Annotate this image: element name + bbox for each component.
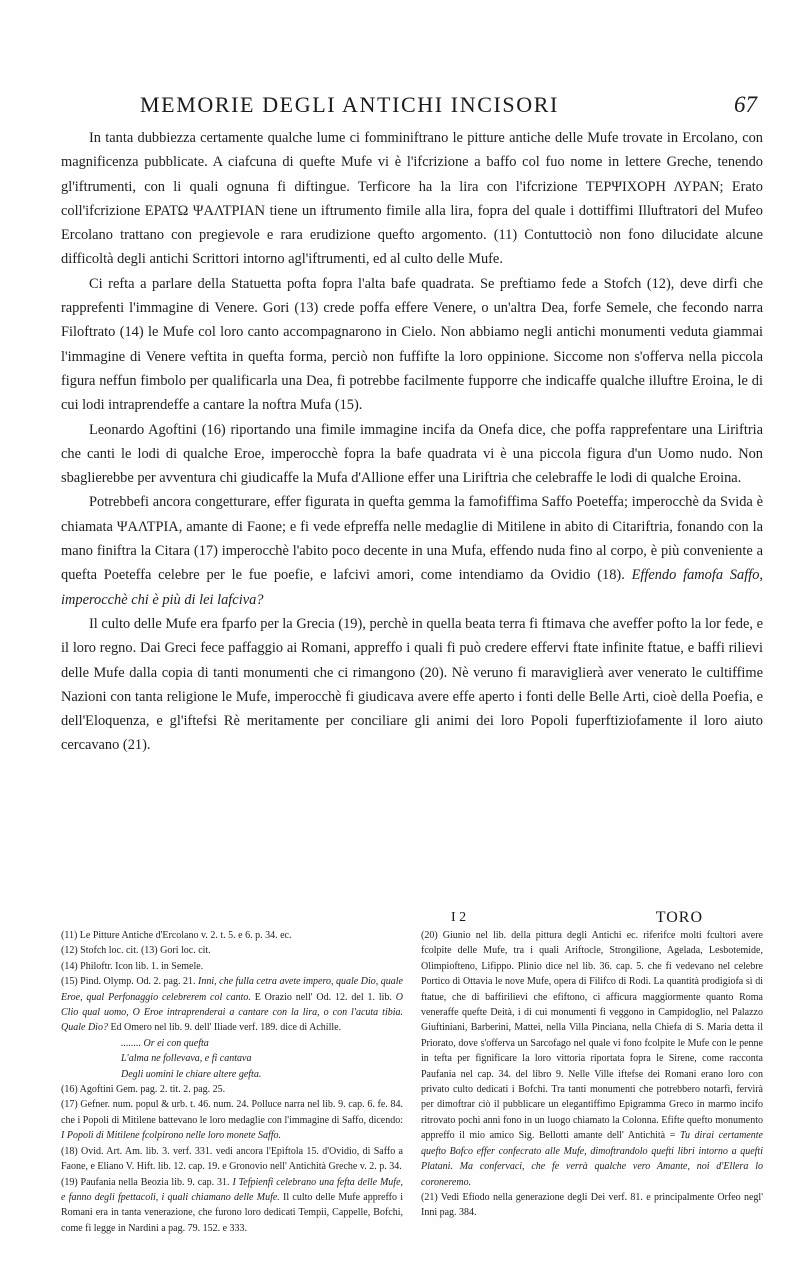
verse-line: Degli uomini le chiare altere gefta. [121, 1068, 262, 1080]
footnote [61, 1175, 403, 1237]
footnote-text: Ed Omero nel lib. 9. dell' Iliade verf. 189. dice di Achille. [107, 1022, 342, 1034]
footnote: (21) Vedi Efiodo nella generazione degli Dei verf. 81. e principalmente Orfeo negl' Inni pag. 384. [421, 1191, 763, 1219]
signature-line [61, 908, 763, 930]
catchword: TORO [655, 909, 703, 926]
verse-line: L'alma ne follevava, e fi cantava [121, 1053, 252, 1065]
footnotes-left-column [61, 928, 403, 1236]
paragraph: Ci refta a parlare della Statuetta pofta fopra l'alta bafe quadrata. Se preftiamo fede a Stofch (12), deve dirfi che rapprefenti l'immagine di Venere. Gori (13) crede poffa effere Venere, o un'altra Dea, forfe Semele, che fecondo narra Filoftrato (14) le Mufe col loro canto accompagnarono in Cielo. Non abbiamo negli antichi monumenti veduta giammai l'immagine di Venere veftita in quefta forma, perciò non fuffifte la loro oppinione. Siccome non s'offerva nella piccola figura neffun fimbolo per qualificarla una Dea, fi potrebbe facilmente fupporre che indicaffe qualche illuftre Eroina, le di cui lodi intraprendeffe a cantare la noftra Mufa (15). [61, 275, 763, 414]
ovid-quote: Effendo famofa Saffo, imperocchè chi è più di lei lafciva? [61, 567, 763, 608]
footnote-quote: Inni, che fulla cetra avete impero, quale Dio, quale Eroe, qual Perfonaggio celebrerem col canto. [61, 976, 403, 1003]
footnotes-right-column [421, 928, 763, 1236]
footnote-quote: I Popoli di Mitilene fcolpirono nelle loro monete Saffo. [61, 1130, 282, 1142]
signature-mark: I 2 [451, 910, 467, 925]
footnote-text: E Orazio nell' Od. 12. del 1. lib. [250, 991, 396, 1003]
footnote: (16) Agoftini Gem. pag. 2. tit. 2. pag. 25. [61, 1084, 226, 1096]
footnote-text: (15) Pind. Olymp. Od. 2. pag. 21. [61, 976, 199, 988]
running-title: MEMORIE DEGLI ANTICHI INCISORI [140, 92, 559, 117]
main-text [61, 126, 763, 758]
paragraph: In tanta dubbiezza certamente qualche lume ci fomminiftrano le pitture antiche delle Mufe trovate in Ercolano, con magnificenza pubblicate. A ciafcuna di quefte Mufe vi è l'ifcrizione a baffo col fuo nome in lettere Greche, tenendo gl'iftrumenti, con li quali ognuna fi diftingue. Terficore ha la lira con l'ifcrizione ΤΕΡΨΙΧΟΡΗ ΛΥΡΑΝ; Erato coll'ifcrizione ΕΡΑΤΩ ΨΑΛΤΡΙΑΝ tiene un iftrumento fimile alla lira, fopra del quale i dottiffimi Illuftratori del Mufeo Ercolano trattano con pregievole e rara erudizione quefto argomento. (11) Contuttociò non fono dilucidate alcune difficoltà degli antichi Scrittori intorno agl'iftrumenti, ed al culto delle Mufe. [61, 130, 763, 268]
footnote-quote: O Clio qual uomo, O Eroe intraprenderai a cantare con la lira, o con l'acuta tibia. Quale Dio? [61, 991, 403, 1034]
footnote-text: Il culto delle Mufe appreffo i Romani era in tanta venerazione, che furono loro dedicati Tempii, Cappelle, Bofchi, come fi legge in Nardini a pag. 79. 152. e 333. [61, 1191, 403, 1234]
footnote-quote: I Tefpienfi celebrano una fefta delle Mufe, e fanno degli fpettacoli, i quali chiamano delle Mufe. [61, 1176, 404, 1203]
paragraph: Il culto delle Mufe era fparfo per la Grecia (19), perchè in quella beata terra fi ftimava che aveffer pofto la lor fede, e il loro regno. Dai Greci fece paffaggio ai Romani, appreffo i quali fi può credere effervi ftate infinite ftatue, e baffi rilievi delle Mufe dalla copia di tanti monumenti che ci rimangono (20). Nè veruno fi maraviglierà aver venerato le cultiffime Nazioni con tanta religione le Mufe, imperocchè fi giudicava avere effe aperto i fonti delle Belle Arti, cioè della Poefia, e dell'Eloquenza, e gl'iftefsi Rè meritamente per conciliare gli animi dei loro Popoli fuperftiziofamente il loro aiuto cercavano (21). [61, 615, 763, 754]
footnote: (14) Philoftr. Icon lib. 1. in Semele. [61, 960, 204, 972]
footnote: (18) Ovid. Art. Am. lib. 3. verf. 331. vedi ancora l'Epiftola 15. d'Ovidio, di Saffo a Faone, e Eliano V. Hift. lib. 12. cap. 19. e Gronovio nell' Antichità Greche v. 2. p. 34. [61, 1145, 403, 1173]
footnote [421, 928, 763, 1190]
footnote-text: (19) Paufania nella Beozia lib. 9. cap. 31. [61, 1176, 233, 1188]
footnote: (12) Stofch loc. cit. (13) Gori loc. cit. [61, 945, 211, 957]
footnotes [61, 928, 763, 1236]
paragraph-text: Potrebbefi ancora congetturare, effer figurata in quefta gemma la famofiffima Saffo Poeteffa; imperocchè da Svida è chiamata ΨΑΛΤΡΙΑ, amante di Faone; e fi vede efpreffa nelle medaglie di Mitilene in abito di Citariftria, fonando con la mano finiftra la Citara (17) imperocchè l'abito poco decente in una Mufa, effendo nuda fino al corpo, è più conveniente a quefta Poeteffa celebre per le fue poefie, e lafcivi amori, come intendiamo da Ovidio (18). [61, 494, 763, 584]
footnote [61, 1097, 403, 1143]
footnote-quote: Tu dirai certamente quefto Bofco effer confecrato alle Mufe, dimoftrandolo quefti libri intorno a quefti Platani. Ma confervaci, che fe verrà qualche vero Amante, noi d'Ellera lo coroneremo. [421, 1130, 763, 1188]
footnote-text: (17) Gefner. num. popul & urb. t. 46. num. 24. Polluce narra nel lib. 9. cap. 6. fe. 84. che i Popoli di Mitilene battevano le loro medaglie con l'immagine di Saffo, dicendo: [61, 1099, 403, 1126]
footnote: (11) Le Pitture Antiche d'Ercolano v. 2. t. 5. e 6. p. 34. ec. [61, 930, 292, 941]
footnote-text: (20) Giunio nel lib. della pittura degli Antichi ec. riferifce molti fcultori avere fcolpite delle Mufe, tra i quali Ariftocle, Strongilione, Agelada, Lesbotemide, Olimpiofteno, Lifippo. Plinio dice nel lib. 36. cap. 5. che fi vedevano nel celebre Portico di Ottavia le nove Mufe, opera di Filifco di Rodi. La quantità prodigiofa sì di ftatue, che di baffirilievi che efiftono, ci afficura maggiormente quanto Roma veneraffe quefte Deità, i di cui monumenti fi veggono in Campidoglio, nel Palazzo Giuftiniani, Barberini, Mattei, nella Villa Pinciana, nella Chiefa di S. Maria detta il Priorato, dove s'offerva un Sarcofago nel quale vi fono fcolpite le Mufe con le penne in tefta per fignificare la loro vittoria riportata fopra le Sirene, come racconta Paufania nel cap. 34. del libro 9. Nelle Ville iftefse dei Romani erano loro con privato culto dedicati i Bofchi. Tra tanti monumenti che potrebbero notarfi, fervirà per dimoftrar ciò il pubblicare un elegantiffimo Epigramma Greco in marmo incifo ritrovato pochi anni fono in un luogo chiamato la Colonna. Efifte quefto monumento appreffo il mio amico Sig. Bellotti amante dell' Antichità = [421, 930, 763, 1142]
paragraph: Leonardo Agoftini (16) riportando una fimile immagine incifa da Onefa dice, che poffa rapprefentare una Liriftria che canti le lodi di qualche Eroe, imperocchè fopra la bafe quadrata vi è una piccola figura d'un Uomo nudo. Non sbaglierebbe per avventura chi giudicaffe la Mufa d'Allione effer una Liriftria che celebraffe le lodi di qualche Eroina. [61, 421, 763, 487]
page-number: 67 [734, 92, 757, 117]
footnote [61, 974, 403, 1036]
paragraph [61, 490, 763, 611]
verse-line: ........ Or ei con quefta [121, 1037, 209, 1049]
